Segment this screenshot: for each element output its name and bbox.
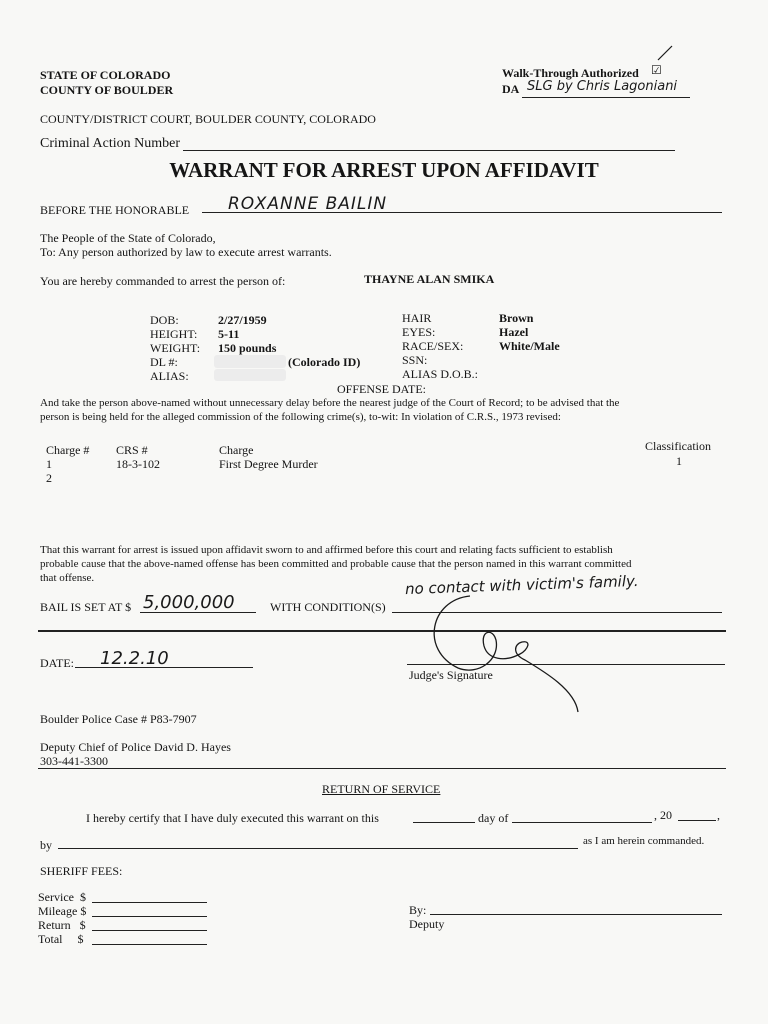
da-signature: SLG by Chris Lagoniani bbox=[527, 79, 678, 94]
certify-year: , 20 bbox=[654, 808, 672, 822]
race-label: RACE/SEX: bbox=[402, 339, 464, 353]
before-label: BEFORE THE HONORABLE bbox=[40, 203, 190, 217]
fee-mileage-line bbox=[92, 916, 207, 917]
charge-no-header: Charge # bbox=[46, 443, 90, 457]
commanded-text: as I am herein commanded. bbox=[583, 835, 705, 847]
defendant-name: THAYNE ALAN SMIKA bbox=[364, 272, 495, 286]
date-handwritten: 12.2.10 bbox=[100, 648, 169, 669]
by-deputy-label: By: bbox=[409, 903, 427, 917]
judge-name-handwritten: ROXANNE BAILIN bbox=[228, 194, 388, 214]
police-case: Boulder Police Case # P83-7907 bbox=[40, 712, 197, 726]
conditions-handwritten: no contact with victim's family. bbox=[404, 571, 639, 599]
ssn-label: SSN: bbox=[402, 353, 428, 367]
deputy-chief: Deputy Chief of Police David D. Hayes bbox=[40, 740, 231, 754]
fee-return-label: Return $ bbox=[38, 918, 86, 932]
dl-note: (Colorado ID) bbox=[288, 355, 361, 369]
certify-comma: , bbox=[717, 808, 720, 822]
bail-amount-handwritten: 5,000,000 bbox=[143, 592, 235, 613]
weight-label: WEIGHT: bbox=[150, 341, 201, 355]
certify-text: I hereby certify that I have duly executed this warrant on this bbox=[86, 811, 379, 825]
crs-header: CRS # bbox=[116, 443, 148, 457]
certify-day-of: day of bbox=[478, 811, 509, 825]
dob-value: 2/27/1959 bbox=[218, 313, 267, 327]
fee-return-line bbox=[92, 930, 207, 931]
hair-value: Brown bbox=[499, 311, 534, 325]
walk-through-checkbox: ☑ bbox=[651, 63, 662, 77]
height-value: 5-11 bbox=[218, 327, 240, 341]
criminal-action-label: Criminal Action Number bbox=[40, 136, 180, 151]
hair-label: HAIR bbox=[402, 311, 432, 325]
take-paragraph-line-1: And take the person above-named without unnecessary delay before the nearest judge of the Court of Record; to be advised that the bbox=[40, 397, 620, 409]
height-label: HEIGHT: bbox=[150, 327, 198, 341]
charge-header: Charge bbox=[219, 443, 254, 457]
affidavit-line-1: That this warrant for arrest is issued upon affidavit sworn to and affirmed before this court and relating facts sufficient to establish bbox=[40, 544, 613, 556]
people-line: The People of the State of Colorado, bbox=[40, 231, 216, 245]
charge-row-1-classification: 1 bbox=[676, 454, 682, 468]
judge-signature-label: Judge's Signature bbox=[409, 668, 493, 682]
eyes-value: Hazel bbox=[499, 325, 529, 339]
certify-month-line bbox=[512, 822, 652, 823]
by-deputy-line bbox=[430, 914, 722, 915]
sheriff-fees-label: SHERIFF FEES: bbox=[40, 864, 123, 878]
classification-header: Classification bbox=[645, 439, 711, 453]
court-name: COUNTY/DISTRICT COURT, BOULDER COUNTY, COLORADO bbox=[40, 112, 376, 126]
alias-dob-label: ALIAS D.O.B.: bbox=[402, 367, 479, 381]
phone-number: 303-441-3300 bbox=[40, 754, 108, 768]
charge-row-1-crs: 18-3-102 bbox=[116, 457, 160, 471]
charge-row-2-no: 2 bbox=[46, 471, 52, 485]
date-label: DATE: bbox=[40, 656, 74, 670]
by-label: by bbox=[40, 838, 52, 852]
fee-total-line bbox=[92, 944, 207, 945]
conditions-label: WITH CONDITION(S) bbox=[270, 600, 386, 614]
certify-day-line bbox=[413, 822, 475, 823]
certify-year-line bbox=[678, 820, 716, 821]
take-paragraph-line-2: person is being held for the alleged commission of the following crime(s), to-wit: In violation of C.R.S., 1973 revised: bbox=[40, 411, 561, 423]
fee-mileage-label: Mileage $ bbox=[38, 904, 87, 918]
fee-service-label: Service $ bbox=[38, 890, 86, 904]
walk-through-label: Walk-Through Authorized bbox=[502, 66, 639, 80]
fee-total-label: Total $ bbox=[38, 932, 84, 946]
charge-row-1-no: 1 bbox=[46, 457, 52, 471]
da-label: DA bbox=[502, 82, 520, 96]
fee-service-line bbox=[92, 902, 207, 903]
bail-label: BAIL IS SET AT $ bbox=[40, 600, 132, 614]
weight-value: 150 pounds bbox=[218, 341, 277, 355]
command-line: You are hereby commanded to arrest the person of: bbox=[40, 274, 286, 288]
alias-label: ALIAS: bbox=[150, 369, 189, 383]
state-name: STATE OF COLORADO bbox=[40, 68, 171, 82]
by-line bbox=[58, 848, 578, 849]
affidavit-line-2: probable cause that the above-named offense has been committed and probable cause that the person named in this warrant committed bbox=[40, 558, 632, 570]
dob-label: DOB: bbox=[150, 313, 179, 327]
charge-row-1-charge: First Degree Murder bbox=[219, 457, 318, 471]
race-value: White/Male bbox=[499, 339, 560, 353]
return-divider bbox=[38, 768, 726, 769]
return-of-service-title: RETURN OF SERVICE bbox=[322, 782, 441, 796]
county-name: COUNTY OF BOULDER bbox=[40, 83, 174, 97]
offense-date-label: OFFENSE DATE: bbox=[337, 382, 427, 396]
dl-label: DL #: bbox=[150, 355, 178, 369]
page-title: WARRANT FOR ARREST UPON AFFIDAVIT bbox=[169, 158, 599, 182]
eyes-label: EYES: bbox=[402, 325, 436, 339]
deputy-label: Deputy bbox=[409, 917, 445, 931]
to-line: To: Any person authorized by law to execute arrest warrants. bbox=[40, 245, 332, 259]
affidavit-line-3: that offense. bbox=[40, 572, 95, 584]
